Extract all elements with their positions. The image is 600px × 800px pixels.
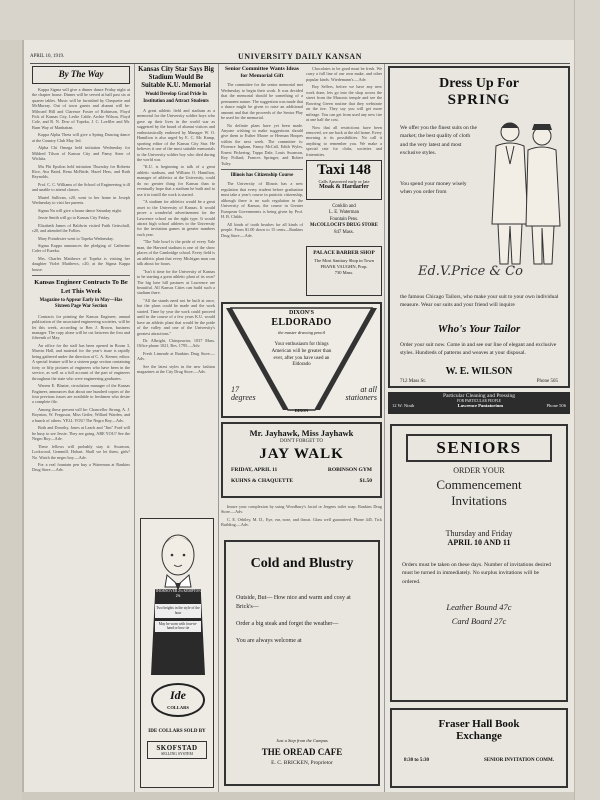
seniors-price2: Card Board 27c	[451, 616, 507, 627]
jayhawk-ad	[221, 422, 382, 498]
skofstad-sub: SELLING SYSTEM	[161, 752, 193, 756]
seniors-line3: Invitations	[451, 493, 507, 508]
seniors-dates1: Thursday and Friday	[445, 529, 513, 538]
article-paragraph: Both and Dorothy, Jones at Leach and "Jim" Ford will be busy to see Jessie. They are going. ARE YOU? See the Negro Boy—Adv.	[32, 425, 130, 442]
ad-item: Chocolates to be good must be fresh. We carry a full line of our own make, and other popular kinds. Wiedemann's.—Adv.	[306, 66, 382, 82]
skofstad-logo	[147, 741, 207, 759]
ide-brand-sub: COLLARS	[167, 705, 189, 710]
cold-line3: You are always welcome at	[236, 638, 302, 644]
cafe-name: THE OREAD CAFE	[261, 747, 343, 757]
ad-item: See the latest styles in the new fashion magazines at the City Drug Store.—Adv.	[137, 363, 215, 375]
jayhawk-price: $1.50	[359, 478, 372, 484]
taxi-ad	[306, 160, 382, 200]
article-paragraph: "A stadium for athletics would be a great asset to the University of Kansas. It would prove a wonderful advertisement for the Lawrence school on the right type. It would attract high school athletes to the University for the invitation games in greater numbers each year.	[137, 199, 215, 237]
article-paragraph: A great athletic field and stadium as a memorial for the University soldier boys who gave up their lives in the world war as suggested by the board of alumni visitors and enthusiastically endorsed by Manager W. O. Hamilton is also urged by E. C. Mc Kamp, sporting editor of the Kansas City Star. He believes it one of the most suitable memorials to the University soldier boy who died during the world war.	[137, 107, 215, 162]
ad-item: Insure your complexion by using Woodbury's facial or Jergens toilet soap. Rankins Drug Store.—Adv.	[221, 504, 382, 515]
article-paragraph: These fellows will probably stay it: Swanson, Lockwood, Gemmill, Hobart. Shall we let them, girls? No. Watch the negro boy.—Adv.	[32, 443, 130, 460]
wilson-body2: You spend your money wisely when you order from	[400, 181, 467, 196]
barber-ad	[306, 246, 382, 296]
taxi-line1: Calls Answered early or late	[318, 179, 370, 184]
masthead-date: APRIL 10, 1919.	[30, 54, 65, 59]
column-rule	[384, 64, 385, 792]
fraser-committee: SENIOR INVITATION COMM.	[484, 758, 554, 763]
news-item: Mu Phi Epsilon held initiation Thursday for Roberta Rice, Ava Baird, Rena McBride, Hazel Hess, and Ruth Reynolds.	[32, 163, 130, 180]
engineer-heading: Kansas Engineer Contracts To Be Let This Week	[34, 279, 128, 295]
fraser-title1: Fraser Hall Book	[438, 718, 520, 730]
cold-title: Cold and Blustry	[250, 556, 354, 571]
wilson-body1: We offer you the finest suits on the market; the best quality of cloth and the very latest and most exclusive styles.	[400, 125, 477, 156]
pen-store: McCOLLOCH'S DRUG STORE	[310, 223, 378, 229]
ide-logo	[151, 683, 205, 717]
cold-sub: Just a Step from the Campus	[276, 738, 328, 743]
article-paragraph: Among those present will be: Chancellor Strong, A. J. Boynton, W. Ferguson, Miss Geiler, Willard Warden, and a bunch of others. YELL YOU! The Negro Boy—Adv.	[32, 406, 130, 423]
senior-committee-heading: Senior Committee Wants Ideas for Memorial Gift	[225, 66, 299, 79]
collar-tagline: Two heights in the style of the hour	[155, 604, 201, 617]
collar-names: THORNOVER 2¼ KEMPTON 2⅜	[155, 589, 201, 598]
news-item: Sigma Nu will give a house dance Saturday night.	[38, 207, 122, 213]
eldorado-degrees: 17 degrees	[231, 385, 256, 402]
news-item: Mary Poindexter went to Topeka Wednesday.	[38, 235, 114, 241]
article-paragraph: The committee for the senior memorial met Wednesday to begin their work. It was decided that the memorial should be something of a permanent nature. The suggestion was made that a dance might be given to raise an additional amount and that the proceeds of the Senior Play be used for the memorial.	[221, 82, 303, 121]
jayhawk-date: FRIDAY, APRIL 11	[231, 467, 278, 473]
article-paragraph: The University of Illinois has a new regulation that every student before graduation must take a year's course in patriotic citizenship, although there is no such regulation in the University of Kansas, the course in Greater European Governments is being given by Prof. H. B. Childs.	[221, 181, 303, 220]
cold-line1: Outside, But— How nice and warm and cosy at Brick's—	[236, 595, 351, 610]
jayhawk-line1: Mr. Jayhawk, Miss Jayhawk	[249, 428, 354, 438]
article-paragraph: "The Yale bowl is the pride of every Yale man, the Harvard stadium is one of the show places of the Cambridge school. Every field is an athletic plant that every Michigan man can talk about for hours.	[137, 239, 215, 267]
wilson-address: 712 Mass St.	[400, 379, 426, 384]
news-item: Sigma Kappa announces the pledging of Catherine Coler of Eureka.	[32, 243, 130, 254]
ed-v-price-signature: Ed.V.Price & Co	[418, 264, 523, 279]
column-4	[306, 66, 382, 156]
column-3	[221, 66, 303, 302]
fraser-hall-ad	[390, 708, 568, 788]
binder-strip	[0, 0, 600, 40]
ide-collar-ad	[140, 518, 214, 788]
column-rule	[134, 64, 135, 792]
ad-item: Fresh Limeade at Rankins Drug Store.—Adv.	[137, 350, 215, 362]
oread-cafe-ad	[224, 540, 380, 786]
article-paragraph: No definite plans have yet been made. Anyone wishing to make suggestions should give them to Esther Moore or Herman Hoopes within the next week. The committee is: Florence Ingham, Fanny McCall, Edith Wyles, Ernest Pickering, Tappa Dale, Louis Swanson, Roy Pollard, Frances Springer, and Robert Tuley.	[221, 122, 303, 166]
barber-line: The Most Sanitary Shop in Town	[314, 257, 374, 263]
wilson-phone: Phone 505	[536, 379, 558, 384]
news-item: Jessie Smith will go to Kansas City Friday.	[38, 215, 111, 221]
engineer-subhead: Magazine to Appear Early in May—Has Sixteen Page War Section	[39, 298, 123, 310]
stadium-subhead: Would Develop Grad Pride In Institution and Attract Students	[143, 92, 209, 104]
eldorado-bottom: DIXON	[294, 408, 309, 413]
pantatorium-line2: FOR PARTICULAR PEOPLE	[457, 399, 501, 403]
pen-address: 847 Mass.	[334, 229, 354, 235]
wilson-body4: Order your suit now. Come in and see our line of elegant and exclusive styles. Hundreds of patterns and weaves at your disposal.	[400, 342, 557, 356]
wilson-name: W. E. WILSON	[445, 366, 513, 377]
masthead-title: UNIVERSITY DAILY KANSAN	[238, 52, 362, 61]
jayhawk-line2: DON'T FORGET TO	[279, 439, 324, 444]
article-paragraph: An office for the staff has been opened in Room 3, Marvin Hall, and material for the year's issue is rapidly being gathered under the direction of C. A. Keener, editor. A special feature will be a sixteen page section containing forty or fifty pictures of engineers who have been in the service, as well as a full account of the part of engineers throughout the state who were engineering graduates.	[32, 342, 130, 381]
divider	[32, 275, 130, 276]
jayhawk-band: KUHNS & CHAQUETTE	[231, 478, 294, 484]
stadium-heading: Kansas City Star Says Big Stadium Would Be Suitable K.U. Memorial	[138, 66, 214, 89]
column-1	[32, 66, 130, 790]
jayhawk-place: ROBINSON GYM	[327, 467, 372, 473]
pen-line: Conklin and	[332, 204, 356, 209]
news-item: Kappa Sigma will give a dinner dance Friday night at the chapter house. Dinner will be served at half past six at quarter tables. Music will be furnished by Chequette and McMurray. Out of town guests and alumni will be: Milward Hill and Clarence Foster of Robinson, Floyd Fick of Kansas City, Leslie Cable, Archie Wilson, Floyd Cole, and R. N. Dow of Topeka, J. C. Loeffler and Mr. Burn Way of Manhattan.	[32, 86, 130, 130]
ad-item: Boy Sellers, before we have any new work done, lets go into the shop across the street from the Masonic temple and see the Bowring Green routine that they webstrate on the tire. They say you will get more mileage. You can get from used any new tire at one half the cost.	[306, 84, 382, 123]
wilson-tailor-ad	[388, 66, 570, 388]
pantatorium-phone: Phone 506	[546, 403, 566, 408]
by-the-way-box	[32, 66, 130, 84]
seniors-title: SENIORS	[436, 438, 522, 457]
ide-brand: Ide	[170, 688, 186, 702]
seniors-price1: Leather Bound 47c	[446, 602, 512, 613]
news-item: Mrs. Charles Matthews of Topeka is visiting her daughter Violet Matthews, c20, at the Sigma Kappa house.	[32, 255, 130, 272]
ad-item: Dr. Albright, Chiropractor, 1037 Mass. Office phone 1021, Res. 1795.—Adv.	[137, 338, 215, 349]
seniors-dates2: APRIL 10 AND 11	[447, 538, 511, 547]
eldorado-stationers: at all stationers	[345, 385, 377, 402]
column-2	[137, 66, 215, 512]
news-item: Prof. C. C. Williams of the School of Engineering is ill and unable to attend classes.	[32, 181, 130, 193]
ad-item: C. E. Orbiley, M. D., Eye, ear, nose, and throat. Glass well guaranteed. Phone 445. Tick Building.—Adv.	[221, 516, 382, 528]
column-rule	[218, 64, 219, 792]
seniors-line2: Commencement	[436, 477, 522, 492]
barber-line: 730 Mass.	[334, 270, 354, 276]
eldorado-ad	[221, 302, 382, 418]
fraser-title2: Exchange	[456, 730, 502, 742]
eldorado-brand-top: DIXON'S	[288, 310, 314, 316]
seniors-invitation-ad	[390, 424, 568, 702]
by-the-way-heading: By The Way	[58, 69, 104, 79]
pen-line: Fountain Pens.	[329, 216, 359, 222]
article-paragraph: "All the stands need not be built at once, but the plans could be made and the work started. Time by year the work could proceed until in the course of a few years K.U. would have an athletic plant that would be the pride of the valley and one of the University's greatest attractions."	[137, 297, 215, 336]
cafe-proprietor: E. C. BRICKEN, Proprietor	[271, 760, 333, 766]
taxi-line2: Moak & Hardarfer	[319, 184, 369, 190]
masthead-rule	[30, 63, 570, 64]
taxi-title: Taxi 148	[316, 162, 372, 178]
news-item: Elizabeth James of Baldwin visited Faith Gettschall, c20, and attended the Follies.	[32, 222, 130, 234]
news-item: Alpha Chi Omega held initiation Wednesday for Mildred Tilson of Kansas City and Pansy Sizer of Wichita.	[32, 145, 130, 162]
pantatorium-name: Lawrence Pantatorium	[457, 403, 504, 408]
eldorado-slogan: the master drawing pencil	[277, 330, 326, 335]
article-paragraph: For a real fountain pen buy a Waterman at Rankins Drug Store.—Adv.	[32, 461, 130, 473]
ad-item: All kinds of tooth brushes for all kinds of people. From $1.00 down to 15 cents—Rankins Drug Store.—Adv.	[221, 221, 303, 238]
pantatorium-line1: Particular Cleaning and Pressing	[443, 393, 515, 399]
ad-item: Now that all restrictions have been removed, we are back at the old home. Every morning is its possibilities. No call it anything to remember you. We make a special rate for clubs, societies and fraternities.	[306, 124, 382, 156]
article-paragraph: "Isn't it time for the University of Kansas to be starting a great athletic plant of its own? The big lone hill pastures at Lawrence are beautiful. All Kansas Cities can build such a stadium there.	[137, 268, 215, 296]
suited-men-illustration	[484, 114, 566, 270]
seniors-body: Orders must be taken on these days. Number of invitations desired must be turned in immediately. No surplus invitations will be ordered.	[402, 562, 551, 585]
jayhawk-title: JAY WALK	[259, 446, 344, 462]
pantatorium-ad	[388, 392, 570, 414]
eldorado-body: Your enthusiasm for things American will be greater than ever, after you have used an Eldorado	[271, 342, 332, 368]
cold-line2: Order a big steak and forget the weather—	[236, 621, 339, 627]
wilson-body3: the famous Chicago Tailors, who make your suit to your own individual measure. Wear our suits and your friend will inquire	[400, 294, 559, 308]
page-spine	[0, 40, 22, 800]
wilson-title1: Dress Up For	[439, 76, 519, 91]
fraser-hours: 8:30 to 5:30	[404, 758, 429, 763]
pen-line: L. E. Waterman	[328, 210, 360, 216]
collar-note: May be worn with four-in-hand or bow tie	[155, 621, 201, 632]
wilson-question: Who's Your Tailor	[437, 323, 521, 335]
barber-title: PALACE BARBER SHOP	[313, 250, 375, 256]
eldorado-brand: ELDORADO	[271, 317, 332, 328]
pen-ad	[306, 204, 382, 242]
article-paragraph: "K.U. is beginning to talk of a great athletic stadium, and William O. Hamilton, manager of athletics at the University, could do no greater thing for Kansas than to eventually hope that a stadium be built and to use it to instill the work is started.	[137, 164, 215, 197]
news-item: Kappa Alpha Theta will give a Spring Dancing dance at the Country Club May 3rd.	[32, 132, 130, 143]
barber-line: FRANK VAUGHN, Prop.	[320, 263, 368, 269]
seniors-line1: ORDER YOUR	[453, 466, 505, 475]
ide-sold-by: IDE COLLARS SOLD BY	[148, 729, 206, 734]
article-paragraph: Warren E. Blazier, circulation manager of the Kansas Engineer, announces that about one hundred copies of the four previous issues are available to freshmen who desire a complete file.	[32, 383, 130, 405]
wilson-title2: SPRING	[447, 92, 511, 108]
divider	[221, 169, 303, 170]
skofstad-name: SKOFSTAD	[156, 744, 198, 752]
illinois-heading: Illinois has Citizenship Course	[230, 173, 294, 179]
next-page-edge	[574, 0, 600, 800]
pantatorium-address: 12 W. Ninth	[392, 403, 415, 408]
small-ads	[221, 504, 382, 536]
news-item: Muriel Sullivan, c20, went to her home in Joseph Wednesday to visit her parents.	[32, 194, 130, 206]
article-paragraph: Contracts for printing the Kansas Engineer, annual publication of the associated engineering societies, will be let this week, according to Ben J. Brown, business manager. The copy alone will be cut between the first and fifteenth of May.	[32, 313, 130, 341]
